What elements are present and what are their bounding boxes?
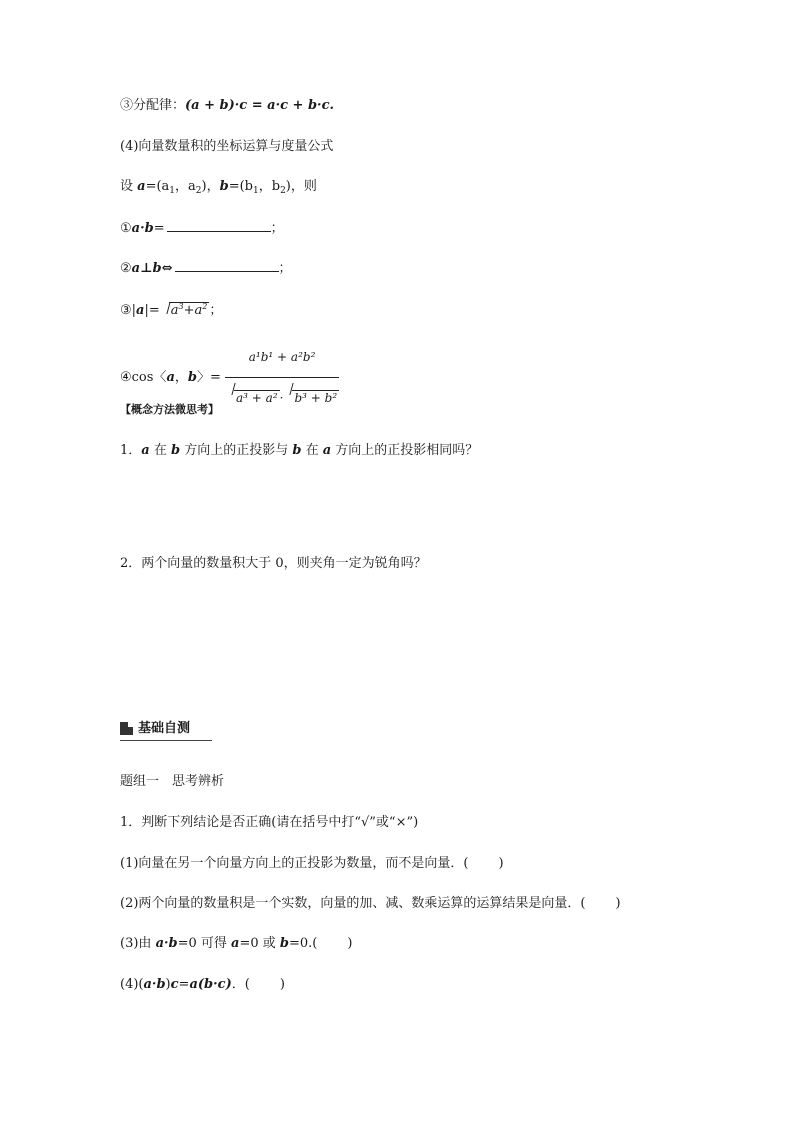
dot-product-line: ①a·b= ； (120, 221, 284, 236)
distributive-law-line: ③分配律：(a + b)·c = a·c + b·c. (120, 98, 335, 113)
vector-definition-line: 设 $a=(a_1$，$a_2$)，$b=(b_1$，$b_2$)，则 (120, 179, 317, 196)
answer-blank[interactable] (167, 219, 271, 232)
group-title: 题组一 思考辨析 (120, 774, 225, 789)
magnitude-line: ③|a|= $a^3+a^2$ ； (120, 298, 222, 320)
cosine-line: ④cos〈a，b〉= $\frac{\text{a¹b¹ + a²b²}}{\text{a³ + a² · b³ + b²}}$ (120, 338, 339, 417)
judge-item-1: (1)向量在另一个向量方向上的正投影为数量，而不是向量．( ) (120, 856, 504, 871)
perpendicular-line: ②a⊥b⇔ ； (120, 261, 292, 276)
think-question-1: 1．a 在 b 方向上的正投影与 b 在 a 方向上的正投影相同吗？ (120, 443, 479, 458)
distributive-formula: (a + b)·c = a·c + b·c. (185, 98, 335, 113)
coordinate-heading: (4)向量数量积的坐标运算与度量公式 (120, 139, 334, 154)
judge-item-2: (2)两个向量的数量积是一个实数，向量的加、减、数乘运算的运算结果是向量．( ) (120, 896, 621, 911)
answer-blank[interactable] (175, 259, 279, 272)
judge-question: 1．判断下列结论是否正确(请在括号中打“√”或“×”) (120, 815, 419, 830)
cosine-fraction: $\frac{\text{a¹b¹ + a²b²}}{\text{a³ + a² · b³ + b²}}$ (225, 338, 339, 417)
think-title: 【概念方法微思考】 (120, 403, 219, 416)
judge-item-4: (4)(a·b)c=a(b·c)．( ) (120, 977, 285, 992)
section-title: 基础自测 (138, 721, 191, 736)
section-header (120, 720, 212, 741)
think-question-2: 2．两个向量的数量积大于 0，则夹角一定为锐角吗？ (120, 556, 427, 571)
judge-item-3: (3)由 a·b=0 可得 a=0 或 b=0.( ) (120, 936, 353, 951)
sqrt-symbol: $a^3+a^2$ (160, 298, 210, 320)
section-square-icon (120, 722, 133, 735)
